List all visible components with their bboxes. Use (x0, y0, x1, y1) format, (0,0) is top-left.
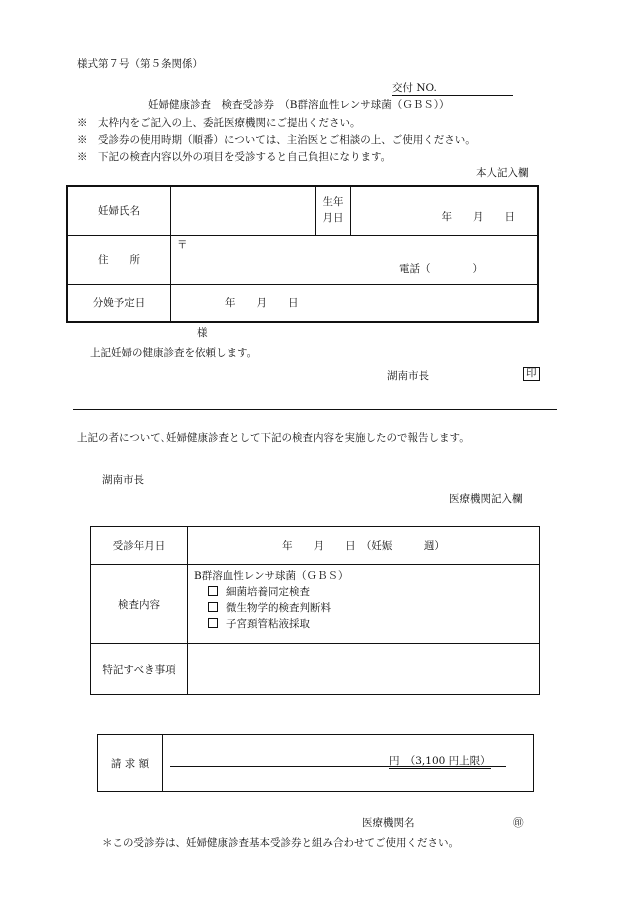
exam-content-cell (188, 565, 540, 644)
exam-content-label: 検査内容 (91, 565, 188, 644)
note-1: ※ 太枠内をご記入の上、委託医療機関にご提出ください。 (77, 117, 361, 129)
name-input[interactable] (171, 186, 316, 235)
due-date-value: 年 月 日 (225, 297, 299, 310)
institution-fill-label: 医療機関記入欄 (449, 493, 523, 505)
issue-number-field[interactable] (392, 82, 513, 96)
exam-item[interactable] (194, 584, 533, 600)
request-text: 上記妊婦の健康診査を依頼します。 (90, 347, 258, 359)
seal-mark (523, 367, 540, 381)
report-mayor: 湖南市長 (102, 474, 144, 486)
exam-item-label: 細菌培養同定検査 (226, 586, 310, 598)
mayor-label: 湖南市長 (387, 370, 429, 382)
exam-item[interactable] (194, 616, 533, 632)
issue-label: 交付 NO. (392, 82, 513, 96)
name-label: 妊婦氏名 (67, 186, 171, 235)
seal-text: 印 (523, 367, 540, 381)
sama-label: 様 (197, 327, 208, 339)
address-label: 住 所 (67, 235, 171, 284)
billing-label: 請 求 額 (98, 735, 163, 792)
special-notes-label: 特記すべき事項 (91, 644, 188, 695)
billing-amount-cell[interactable] (163, 735, 534, 792)
exam-item-label: 微生物学的検査判断料 (226, 602, 331, 614)
birth-label-2: 月日 (322, 211, 344, 224)
exam-item[interactable] (194, 600, 533, 616)
due-date-input[interactable] (171, 284, 539, 322)
special-notes-input[interactable] (188, 644, 540, 695)
exam-date-value: 年 月 日 （妊娠 週） (282, 540, 445, 552)
exam-table (90, 526, 540, 695)
birth-label-1: 生年 (322, 196, 344, 208)
postal-mark: 〒 (177, 238, 188, 251)
birth-date-input[interactable] (351, 186, 539, 235)
birth-label (316, 186, 351, 235)
note-2: ※ 受診券の使用時期（順番）については、主治医とご相談の上、ご使用ください。 (77, 134, 476, 146)
institution-seal: ㊞ (513, 817, 524, 829)
birth-date-value: 年 月 日 (441, 211, 515, 224)
patient-table (66, 185, 539, 323)
exam-item-label: 子宮頚管粘液採取 (226, 618, 310, 630)
report-text: 上記の者について､妊婦健康診査として下記の検査内容を実施したので報告します。 (77, 432, 470, 444)
exam-date-input[interactable] (188, 527, 540, 565)
checkbox-icon[interactable] (208, 602, 218, 612)
exam-date-label: 受診年月日 (91, 527, 188, 565)
checkbox-icon[interactable] (208, 586, 218, 596)
form-number: 様式第７号（第５条関係） (77, 58, 203, 70)
exam-content-title: B群溶血性レンサ球菌（ＧＢＳ） (194, 570, 349, 582)
note-3: ※ 下記の検査内容以外の項目を受診すると自己負担になります。 (77, 151, 392, 163)
address-input[interactable] (171, 235, 539, 284)
institution-name-label: 医療機関名 (362, 817, 415, 829)
page-title: 妊婦健康診査 検査受診券 （B群溶血性レンサ球菌（ＧＢＳ）） (148, 99, 450, 111)
checkbox-icon[interactable] (208, 618, 218, 628)
phone-field: 電話（ ） (399, 262, 483, 275)
billing-amount-unit: 円 （3,100 円上限） (389, 755, 491, 767)
due-date-label: 分娩予定日 (67, 284, 171, 322)
self-fill-label: 本人記入欄 (476, 167, 529, 179)
section-divider (73, 409, 557, 410)
billing-table (97, 734, 534, 792)
footer-note: ＊この受診券は、妊婦健康診査基本受診券と組み合わせてご使用ください。 (102, 837, 459, 849)
